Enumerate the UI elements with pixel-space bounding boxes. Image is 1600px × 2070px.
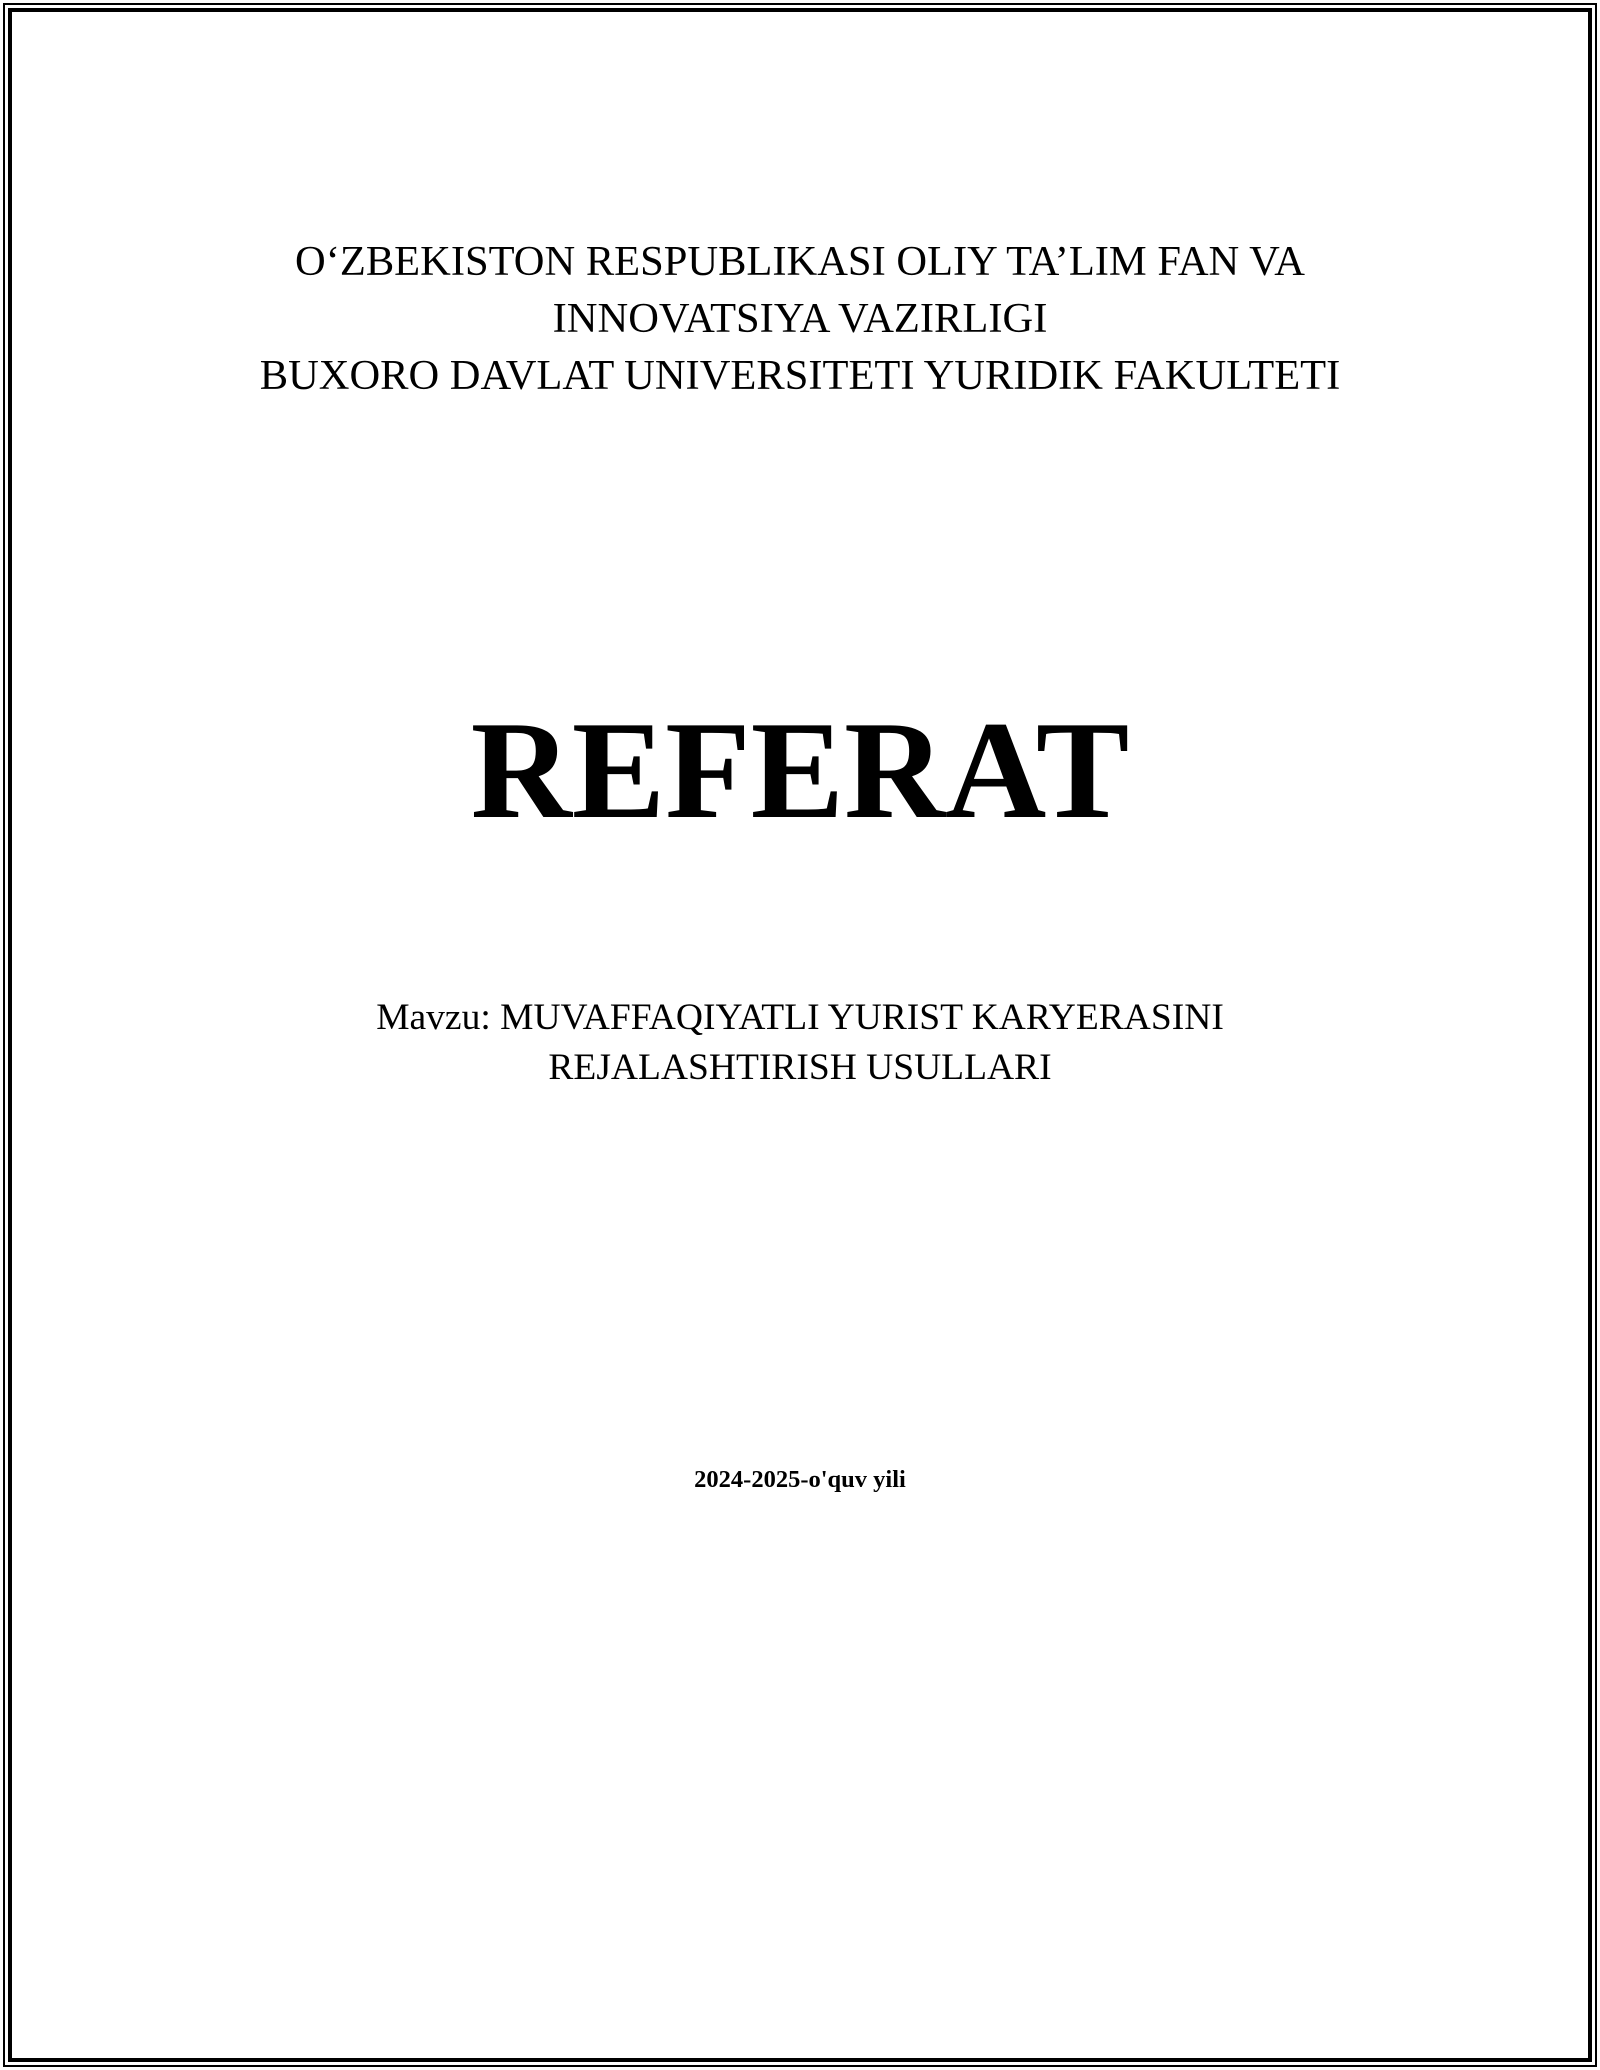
topic-line2: REJALASHTIRISH USULLARI (548, 1047, 1052, 1088)
topic-block (50, 993, 1550, 1093)
university-faculty-line: BUXORO DAVLAT UNIVERSITETI YURIDIK FAKULTETI (259, 352, 1341, 399)
ministry-header-line1: O‘ZBEKISTON RESPUBLIKASI OLIY TA’LIM FAN VA (295, 238, 1305, 285)
ministry-header-line2: INNOVATSIYA VAZIRLIGI (552, 295, 1048, 342)
ministry-header (50, 233, 1550, 404)
topic-line1: Mavzu: MUVAFFAQIYATLI YURIST KARYERASINI (376, 997, 1224, 1038)
document-title: REFERAT (470, 693, 1130, 848)
academic-year: 2024-2025-o'quv yili (694, 1466, 906, 1493)
